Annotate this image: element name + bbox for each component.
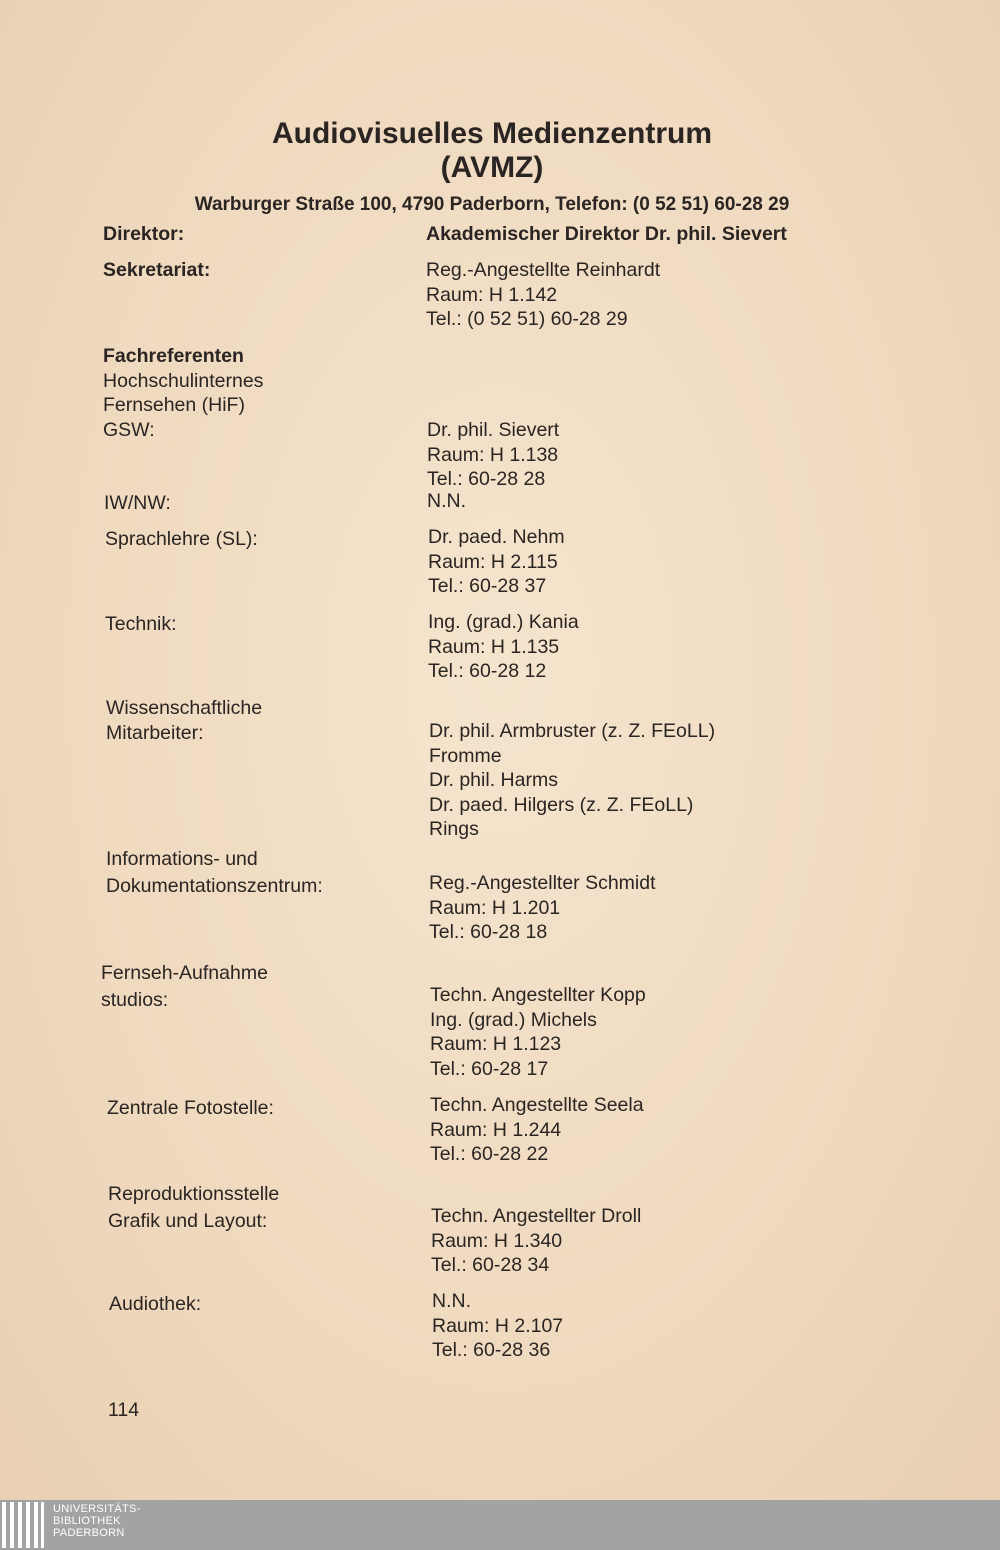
sprachlehre-room: Raum: H 2.115: [428, 550, 558, 573]
sprachlehre-name: Dr. paed. Nehm: [428, 526, 565, 548]
technik-phone: Tel.: 60-28 12: [428, 660, 547, 682]
library-footer-bar: [0, 1500, 1000, 1550]
gsw-phone: Tel.: 60-28 28: [427, 468, 546, 490]
fernseh-room: Raum: H 1.123: [430, 1033, 562, 1055]
audiothek-label: Audiothek:: [109, 1293, 202, 1315]
foto-value: [430, 1093, 644, 1167]
wiss-person-3: Dr. phil. Harms: [429, 769, 558, 791]
gsw-room: Raum: H 1.138: [427, 443, 559, 466]
iud-label-line-1: Informations- und: [106, 848, 258, 870]
foto-phone: Tel.: 60-28 22: [430, 1143, 549, 1165]
wiss-person-1: Dr. phil. Armbruster (z. Z. FEoLL): [429, 720, 716, 742]
audiothek-value: [432, 1289, 563, 1363]
title-line-1: Audiovisuelles Medienzentrum: [271, 117, 713, 150]
repro-name: Techn. Angestellter Droll: [431, 1205, 642, 1227]
fernseh-value: [430, 983, 646, 1081]
library-logo-text: [53, 1503, 141, 1539]
iud-room: Raum: H 1.201: [429, 896, 561, 919]
sekretariat-value: [426, 258, 660, 332]
sekretariat-name: Reg.-Angestellte Reinhardt: [426, 259, 661, 281]
sprachlehre-phone: Tel.: 60-28 37: [428, 575, 547, 597]
technik-room: Raum: H 1.135: [428, 635, 560, 658]
iud-value: [429, 871, 656, 945]
technik-label: Technik:: [105, 613, 177, 635]
logo-text-line-2: BIBLIOTHEK: [53, 1515, 121, 1527]
gsw-value: [427, 418, 559, 492]
iwnw-value: N.N.: [427, 490, 466, 512]
wiss-label: [106, 696, 262, 745]
gsw-label: GSW:: [103, 418, 155, 441]
foto-room: Raum: H 1.244: [430, 1118, 562, 1141]
repro-value: [431, 1204, 641, 1278]
repro-label-line-1: Reproduktionsstelle: [108, 1183, 280, 1205]
logo-text-line-3: PADERBORN: [53, 1527, 125, 1539]
repro-room: Raum: H 1.340: [431, 1229, 563, 1252]
gsw-name: Dr. phil. Sievert: [427, 419, 560, 441]
repro-label: [108, 1181, 279, 1235]
fachreferenten-block: [103, 344, 263, 442]
repro-phone: Tel.: 60-28 34: [431, 1254, 550, 1276]
audiothek-name: N.N.: [432, 1290, 471, 1312]
page-number: 114: [108, 1399, 140, 1421]
wiss-label-line-2: Mitarbeiter:: [106, 721, 204, 744]
wiss-person-5: Rings: [429, 818, 479, 840]
direktor-label: Direktor:: [103, 223, 185, 245]
audiothek-phone: Tel.: 60-28 36: [432, 1339, 551, 1361]
foto-label: Zentrale Fotostelle:: [107, 1097, 274, 1119]
iud-label: [106, 846, 323, 900]
address-line: Warburger Straße 100, 4790 Paderborn, Telefon: (0 52 51) 60-28 29: [194, 194, 790, 215]
iwnw-label: IW/NW:: [104, 492, 171, 514]
wiss-value: [429, 719, 715, 842]
iud-name: Reg.-Angestellter Schmidt: [429, 872, 656, 894]
direktor-value: Akademischer Direktor Dr. phil. Sievert: [426, 223, 787, 245]
sekretariat-room: Raum: H 1.142: [426, 283, 558, 306]
library-logo-icon: [2, 1502, 46, 1548]
technik-value: [428, 610, 579, 684]
audiothek-room: Raum: H 2.107: [432, 1314, 564, 1337]
sekretariat-label: Sekretariat:: [103, 259, 211, 281]
sprachlehre-label: Sprachlehre (SL):: [105, 528, 258, 550]
wiss-label-line-1: Wissenschaftliche: [106, 697, 263, 719]
sprachlehre-value: [428, 525, 565, 599]
foto-name: Techn. Angestellte Seela: [430, 1094, 644, 1116]
fachreferenten-sub-1: Hochschulinternes: [103, 369, 264, 392]
repro-label-line-2: Grafik und Layout:: [108, 1210, 268, 1232]
fernseh-phone: Tel.: 60-28 17: [430, 1057, 549, 1080]
wiss-person-4: Dr. paed. Hilgers (z. Z. FEoLL): [429, 793, 694, 816]
fernseh-person-1: Techn. Angestellter Kopp: [430, 984, 646, 1006]
technik-name: Ing. (grad.) Kania: [428, 611, 579, 633]
fernseh-person-2: Ing. (grad.) Michels: [430, 1008, 597, 1031]
title-line-2: (AVMZ): [440, 151, 544, 184]
iud-label-line-2: Dokumentationszentrum:: [106, 875, 323, 897]
fachreferenten-heading: Fachreferenten: [103, 345, 244, 367]
fachreferenten-sub-2: Fernsehen (HiF): [103, 394, 245, 416]
fernseh-label: [101, 960, 268, 1014]
logo-text-line-1: UNIVERSITÄTS-: [53, 1503, 141, 1515]
fernseh-label-line-2: studios:: [101, 989, 169, 1011]
wiss-person-2: Fromme: [429, 744, 502, 767]
fernseh-label-line-1: Fernseh-Aufnahme: [101, 962, 268, 984]
iud-phone: Tel.: 60-28 18: [429, 921, 548, 943]
sekretariat-phone: Tel.: (0 52 51) 60-28 29: [426, 308, 628, 330]
